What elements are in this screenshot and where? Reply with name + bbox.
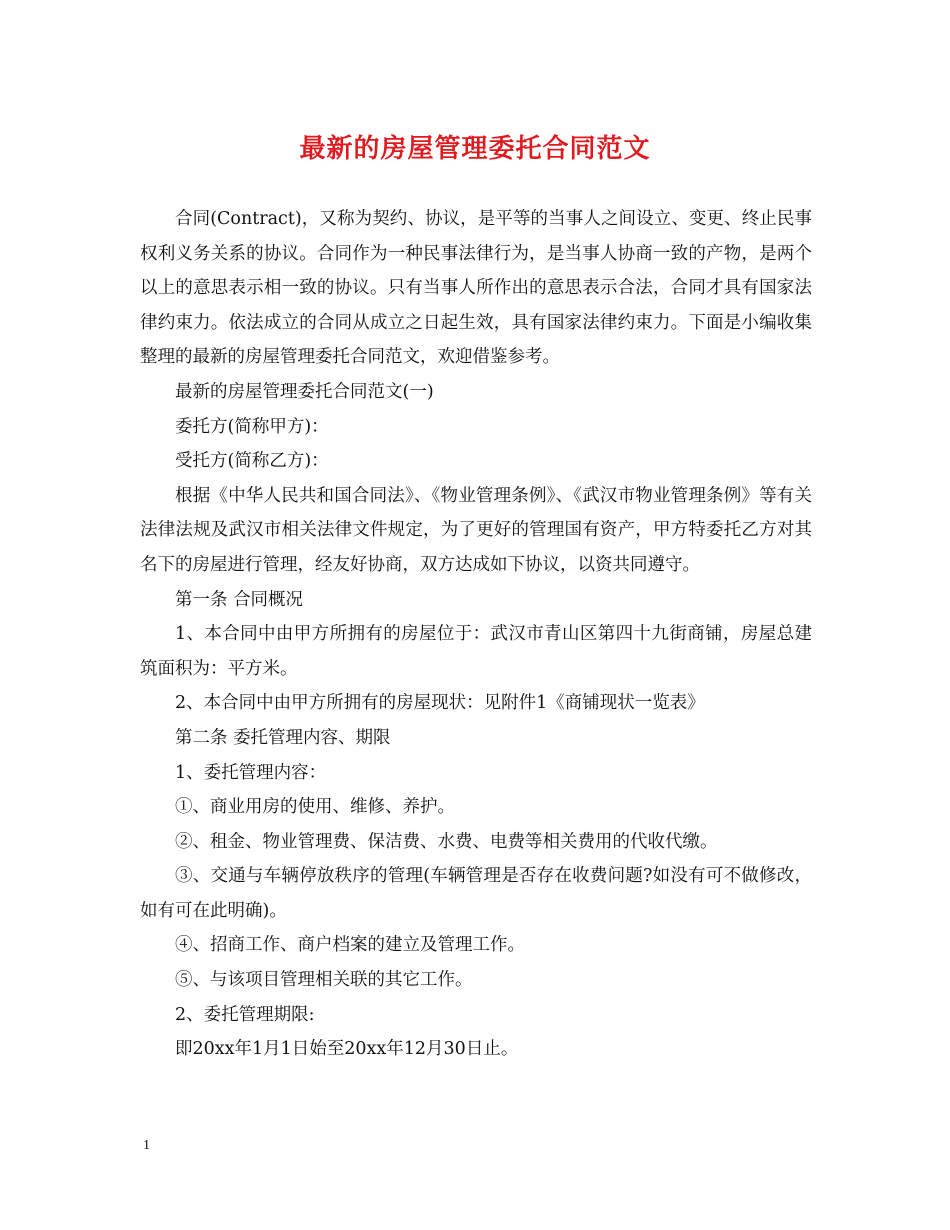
- management-content-heading: 1、委托管理内容：: [175, 762, 327, 783]
- article-one-item-1: 1、本合同中由甲方所拥有的房屋位于：武汉市青山区第四十九街商铺，房屋总建筑面积为：平方米。: [140, 624, 812, 679]
- management-term-heading: 2、委托管理期限:: [175, 1004, 315, 1025]
- party-b-line: 受托方(简称乙方)：: [175, 451, 329, 472]
- content-item-1: ①、商业用房的使用、维修、养护。: [175, 797, 455, 818]
- article-two-heading: 第二条 委托管理内容、期限: [175, 727, 391, 748]
- basis-paragraph: 根据《中华人民共和国合同法》、《物业管理条例》、《武汉市物业管理条例》等有关法律法规及武汉市相关法律文件规定，为了更好的管理国有资产，甲方特委托乙方对其名下的房屋进行管理，经友好协商，双方达成如下协议，以资共同遵守。: [140, 485, 812, 575]
- article-one-heading: 第一条 合同概况: [175, 589, 304, 610]
- document-title: 最新的房屋管理委托合同范文: [299, 134, 651, 164]
- party-a-line: 委托方(简称甲方)：: [175, 416, 329, 437]
- page-number: 1: [143, 1138, 150, 1153]
- content-item-4: ④、招商工作、商户档案的建立及管理工作。: [175, 935, 525, 956]
- content-item-3: ③、交通与车辆停放秩序的管理(车辆管理是否存在收费问题?如没有可不做修改，如有可在此明确)。: [140, 866, 812, 921]
- intro-paragraph: 合同(Contract)，又称为契约、协议，是平等的当事人之间设立、变更、终止民事权利义务关系的协议。合同作为一种民事法律行为，是当事人协商一致的产物，是两个以上的意思表示相一致的协议。只有当事人所作出的意思表示合法，合同才具有国家法律约束力。依法成立的合同从成立之日起生效，具有国家法律约束力。下面是小编收集整理的最新的房屋管理委托合同范文，欢迎借鉴参考。: [140, 209, 812, 368]
- section-heading: 最新的房屋管理委托合同范文(一): [175, 381, 434, 402]
- content-item-2: ②、租金、物业管理费、保洁费、水费、电费等相关费用的代收代缴。: [175, 831, 718, 852]
- document-body: [140, 202, 812, 1067]
- content-item-5: ⑤、与该项目管理相关联的其它工作。: [175, 970, 473, 991]
- management-term-dates: 即20xx年1月1日始至20xx年12月30日止。: [175, 1039, 519, 1060]
- article-one-item-2: 2、本合同中由甲方所拥有的房屋现状：见附件1《商铺现状一览表》: [175, 693, 705, 714]
